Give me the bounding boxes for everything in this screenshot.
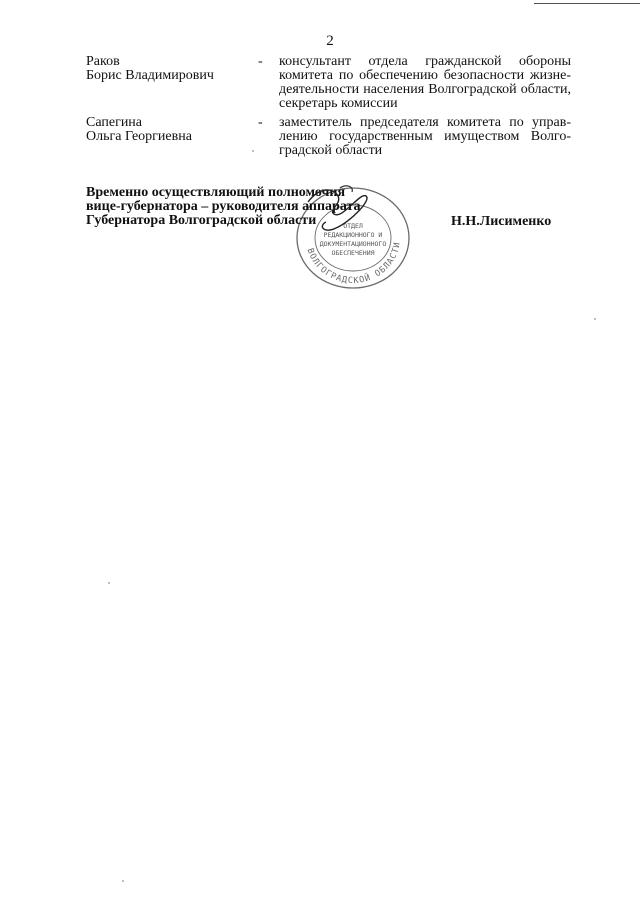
signatory-position-line: Временно осуществляющий полномочия xyxy=(86,185,346,200)
position-line: консультант отдела гражданской обороны xyxy=(279,54,571,69)
stamp-line: ДОКУМЕНТАЦИОННОГО xyxy=(319,240,387,248)
position-line: секретарь комиссии xyxy=(279,96,398,111)
position-line: комитета по обеспечению безопасности жизне- xyxy=(279,68,571,83)
member-surname: Сапегина xyxy=(86,115,143,130)
top-edge-line xyxy=(534,3,640,4)
stamp-line: ОТДЕЛ xyxy=(343,222,363,230)
member-position xyxy=(279,116,571,158)
position-line: заместитель председателя комитета по управ- xyxy=(279,115,571,130)
page-number: 2 xyxy=(326,33,334,49)
position-line: деятельности населения Волгоградской области, xyxy=(279,82,571,97)
stamp-line: ОБЕСПЕЧЕНИЯ xyxy=(331,249,375,257)
member-dash: - xyxy=(258,115,263,130)
member-dash: - xyxy=(258,54,263,69)
member-given-names: Ольга Георгиевна xyxy=(86,129,192,144)
member-name xyxy=(86,55,251,83)
member-given-names: Борис Владимирович xyxy=(86,68,214,83)
position-line: лению государственным имуществом Волго- xyxy=(279,129,571,144)
member-surname: Раков xyxy=(86,54,120,69)
scan-speck xyxy=(108,582,110,584)
scan-speck xyxy=(594,318,596,320)
stamp-line: РЕДАКЦИОННОГО И xyxy=(323,231,383,239)
signatory-position-line: вице-губернатора – руководителя аппарата xyxy=(86,199,361,214)
scan-speck xyxy=(122,880,124,882)
signatory-position-line: Губернатора Волгоградской области xyxy=(86,213,317,228)
member-position xyxy=(279,55,571,111)
position-line: градской области xyxy=(279,143,383,158)
stamp-ring-text: ВОЛГОГРАДСКОЙ ОБЛАСТИ xyxy=(304,240,403,287)
handwritten-signature xyxy=(300,182,380,242)
signatory-name: Н.Н.Лисименко xyxy=(451,214,552,229)
scan-speck xyxy=(252,150,254,152)
member-name xyxy=(86,116,251,144)
